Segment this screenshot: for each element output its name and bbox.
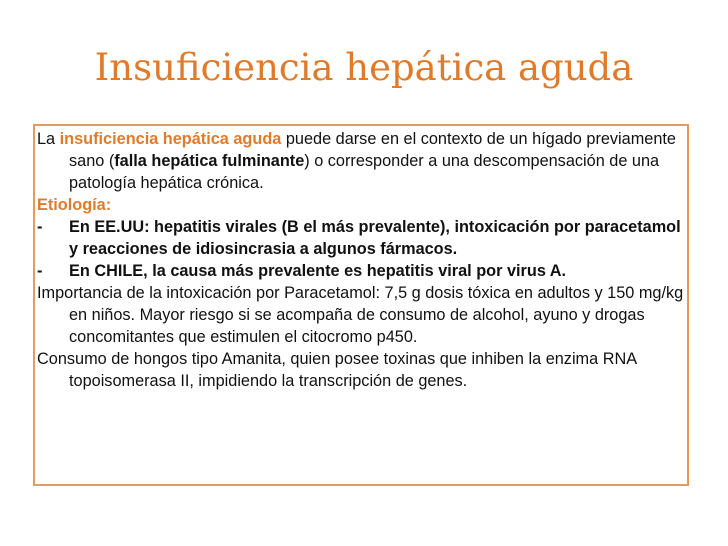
- slide-title: Insuficiencia hepática aguda: [94, 46, 634, 89]
- slide-content: [37, 128, 685, 392]
- bullet-text: En EE.UU: hepatitis virales (B el más prevalente), intoxicación por paracetamol y reacciones de idiosincrasia a algunos fármacos.: [69, 218, 681, 258]
- paracetamol-paragraph: Importancia de la intoxicación por Paracetamol: 7,5 g dosis tóxica en adultos y 150 mg/kg en niños. Mayor riesgo si se acompaña de consumo de alcohol, ayuno y drogas concomitantes que estimulen el citocromo p450.: [37, 284, 684, 346]
- amanita-paragraph: Consumo de hongos tipo Amanita, quien posee toxinas que inhiben la enzima RNA topoisomerasa II, impidiendo la transcripción de genes.: [37, 350, 637, 390]
- bullet-eeuu: [37, 216, 685, 260]
- intro-text-2: puede darse en el contexto de un hígado previamente sano (: [69, 130, 676, 170]
- etiologia-heading: Etiología:: [37, 196, 112, 214]
- bullet-text: En CHILE, la causa más prevalente es hepatitis viral por virus A.: [69, 262, 567, 280]
- intro-text-3: ) o corresponder a una descompensación de una patología hepática crónica.: [69, 152, 660, 192]
- intro-text-1: La: [37, 130, 60, 148]
- bullet-dash: -: [37, 218, 43, 236]
- intro-highlight: insuficiencia hepática aguda: [59, 130, 282, 148]
- bullet-chile: [37, 260, 685, 282]
- intro-bold-term: falla hepática fulminante: [114, 152, 305, 170]
- bullet-dash: -: [37, 262, 43, 280]
- intro-paragraph: [37, 128, 685, 194]
